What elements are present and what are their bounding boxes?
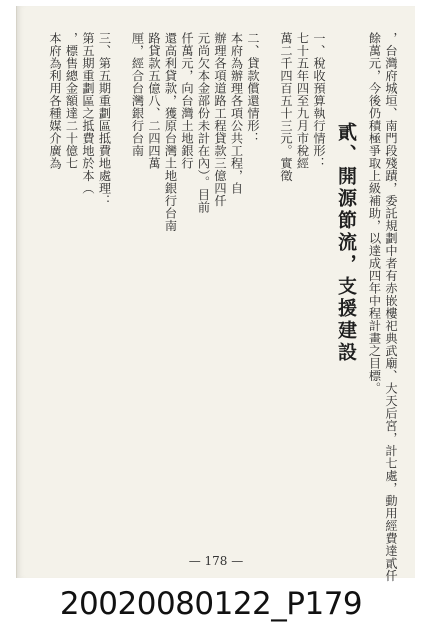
page-number: — 178 — [188,554,244,568]
text-column: 萬二千四百五十三元。實徵 [279,32,293,182]
text-column: 厘，經合台灣銀行台南 [130,32,145,157]
text-column: 第五期重劃區之抵費地於本（ [81,32,95,195]
text-column: 還高利貸款，獲原台灣土地銀行台南 [163,32,178,232]
text-column: 餘萬元，今後仍積極爭取上級補助，以達成四年中程計畫之目標。 [367,32,382,395]
section-heading: 貳、開源節流，支援建設 [335,122,357,364]
text-column: 路貸款五億八、二四四萬 [147,32,161,170]
image-caption: 20020080122_P179 [59,586,363,622]
column-spacer [114,32,128,527]
text-column: 本府為利用各種媒介廣為 [48,32,62,170]
book-page [16,6,415,582]
text-column: 七十五年四至九月市稅經 [295,32,310,170]
column-spacer [262,32,276,527]
text-column: 辦理各項道路工程貸款三億四仟 [213,32,227,207]
text-column: 仟萬元，向台灣土地銀行 [180,32,194,170]
text-column: 三、第五期重劃區抵費地處理： [97,32,112,207]
text-column: 本府為辦理各項公共工程，自 [229,32,244,195]
text-column: 二、貸款償還情形： [246,32,260,145]
text-column: 一、稅收預算執行情形： [312,32,326,170]
text-column: 元尚欠本金部份未計在內）。目前 [196,32,211,214]
text-column: ，台灣府城垣、南門段殘蹟，委託規劃中者有赤嵌樓祀典武廟、大天后宮，計七處，動用經費達貳仟 [384,32,398,582]
text-column: ，標售總金額達二十億七 [64,32,79,170]
